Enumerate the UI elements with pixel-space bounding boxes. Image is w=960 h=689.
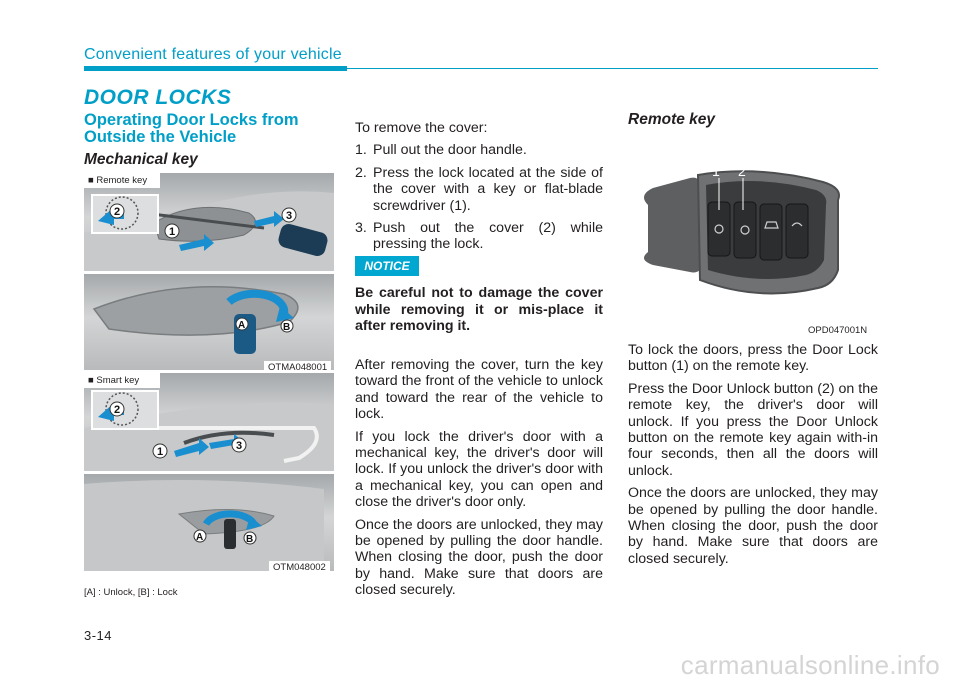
remove-intro: To remove the cover: [355, 120, 488, 136]
callout-2b: 2 [114, 404, 121, 416]
photo-remote-key-turning [84, 274, 334, 370]
photo-remote-key-fob [628, 140, 878, 337]
step-1: 1. Pull out the door handle. [355, 142, 527, 159]
callout-A2: A [196, 532, 204, 543]
fob-callout-1: 1 [712, 163, 720, 179]
right-body-text [628, 342, 878, 573]
photo-smart-key-turning [84, 474, 334, 571]
tag-smart-key: ■ Smart key [84, 373, 160, 388]
header-rule-thick [84, 66, 347, 71]
callout-3b: 3 [236, 440, 243, 452]
mechanical-key-heading: Mechanical key [84, 151, 198, 168]
notice-badge: NOTICE [355, 256, 419, 276]
remote-key-heading: Remote key [628, 111, 716, 128]
paragraph: After removing the cover, turn the key toward the front of the vehicle to unlock and toward the rear of the vehicle to lock. [355, 357, 603, 423]
callout-B2: B [246, 534, 254, 545]
callout-A: A [238, 320, 246, 331]
step-2: 2. Press the lock located at the side of the cover with a key or flat-blade screwdriver (1). [355, 164, 603, 214]
callout-2: 2 [114, 206, 121, 218]
callout-1: 1 [169, 226, 176, 238]
notice-text: Be careful not to damage the cover while removing it or mis-place it after removing it. [355, 285, 603, 334]
page-number: 3-14 [84, 628, 113, 643]
callout-B: B [283, 322, 291, 333]
paragraph: Once the doors are unlocked, they may be opened by pulling the door handle. When closing the door, push the door by hand. Make sure that doors are closed securely. [355, 516, 603, 599]
figure-code-3: OPD047001N [808, 325, 868, 336]
callout-3: 3 [286, 210, 293, 222]
cover-removal-steps [355, 120, 603, 259]
figure-code-1: OTMA048001 [264, 361, 331, 375]
running-header: Convenient features of your vehicle [84, 46, 342, 63]
figure-code-2: OTM048002 [269, 561, 330, 575]
callout-1b: 1 [157, 446, 164, 458]
tag-remote-key: ■ Remote key [84, 173, 160, 188]
paragraph: To lock the doors, press the Door Lock button (1) on the remote key. [628, 342, 878, 375]
fob-callout-2: 2 [738, 163, 746, 179]
figure-caption: [A] : Unlock, [B] : Lock [84, 587, 178, 598]
section-title: DOOR LOCKS [84, 86, 232, 109]
paragraph: Once the doors are unlocked, they may be opened by pulling the door handle. When closing the door, push the door by hand. Make sure that doors are closed securely. [628, 485, 878, 567]
header-rule-thin [347, 68, 878, 69]
mid-body-text [355, 357, 603, 605]
paragraph: Press the Door Unlock button (2) on the remote key, the driver's door will unlock. If you press the Door Unlock button on the remote key again with-in four seconds, then all the doors will unlock. [628, 380, 878, 479]
subsection-title: Operating Door Locks from Outside the Vehicle [84, 111, 299, 146]
step-3: 3. Push out the cover (2) while pressing the lock. [355, 220, 603, 253]
paragraph: If you lock the driver's door with a mechanical key, the driver's door will lock. If you unlock the driver's door with a mechanical key, you can open and close the driver's door only. [355, 428, 603, 511]
watermark: carmanualsonline.info [680, 650, 940, 680]
